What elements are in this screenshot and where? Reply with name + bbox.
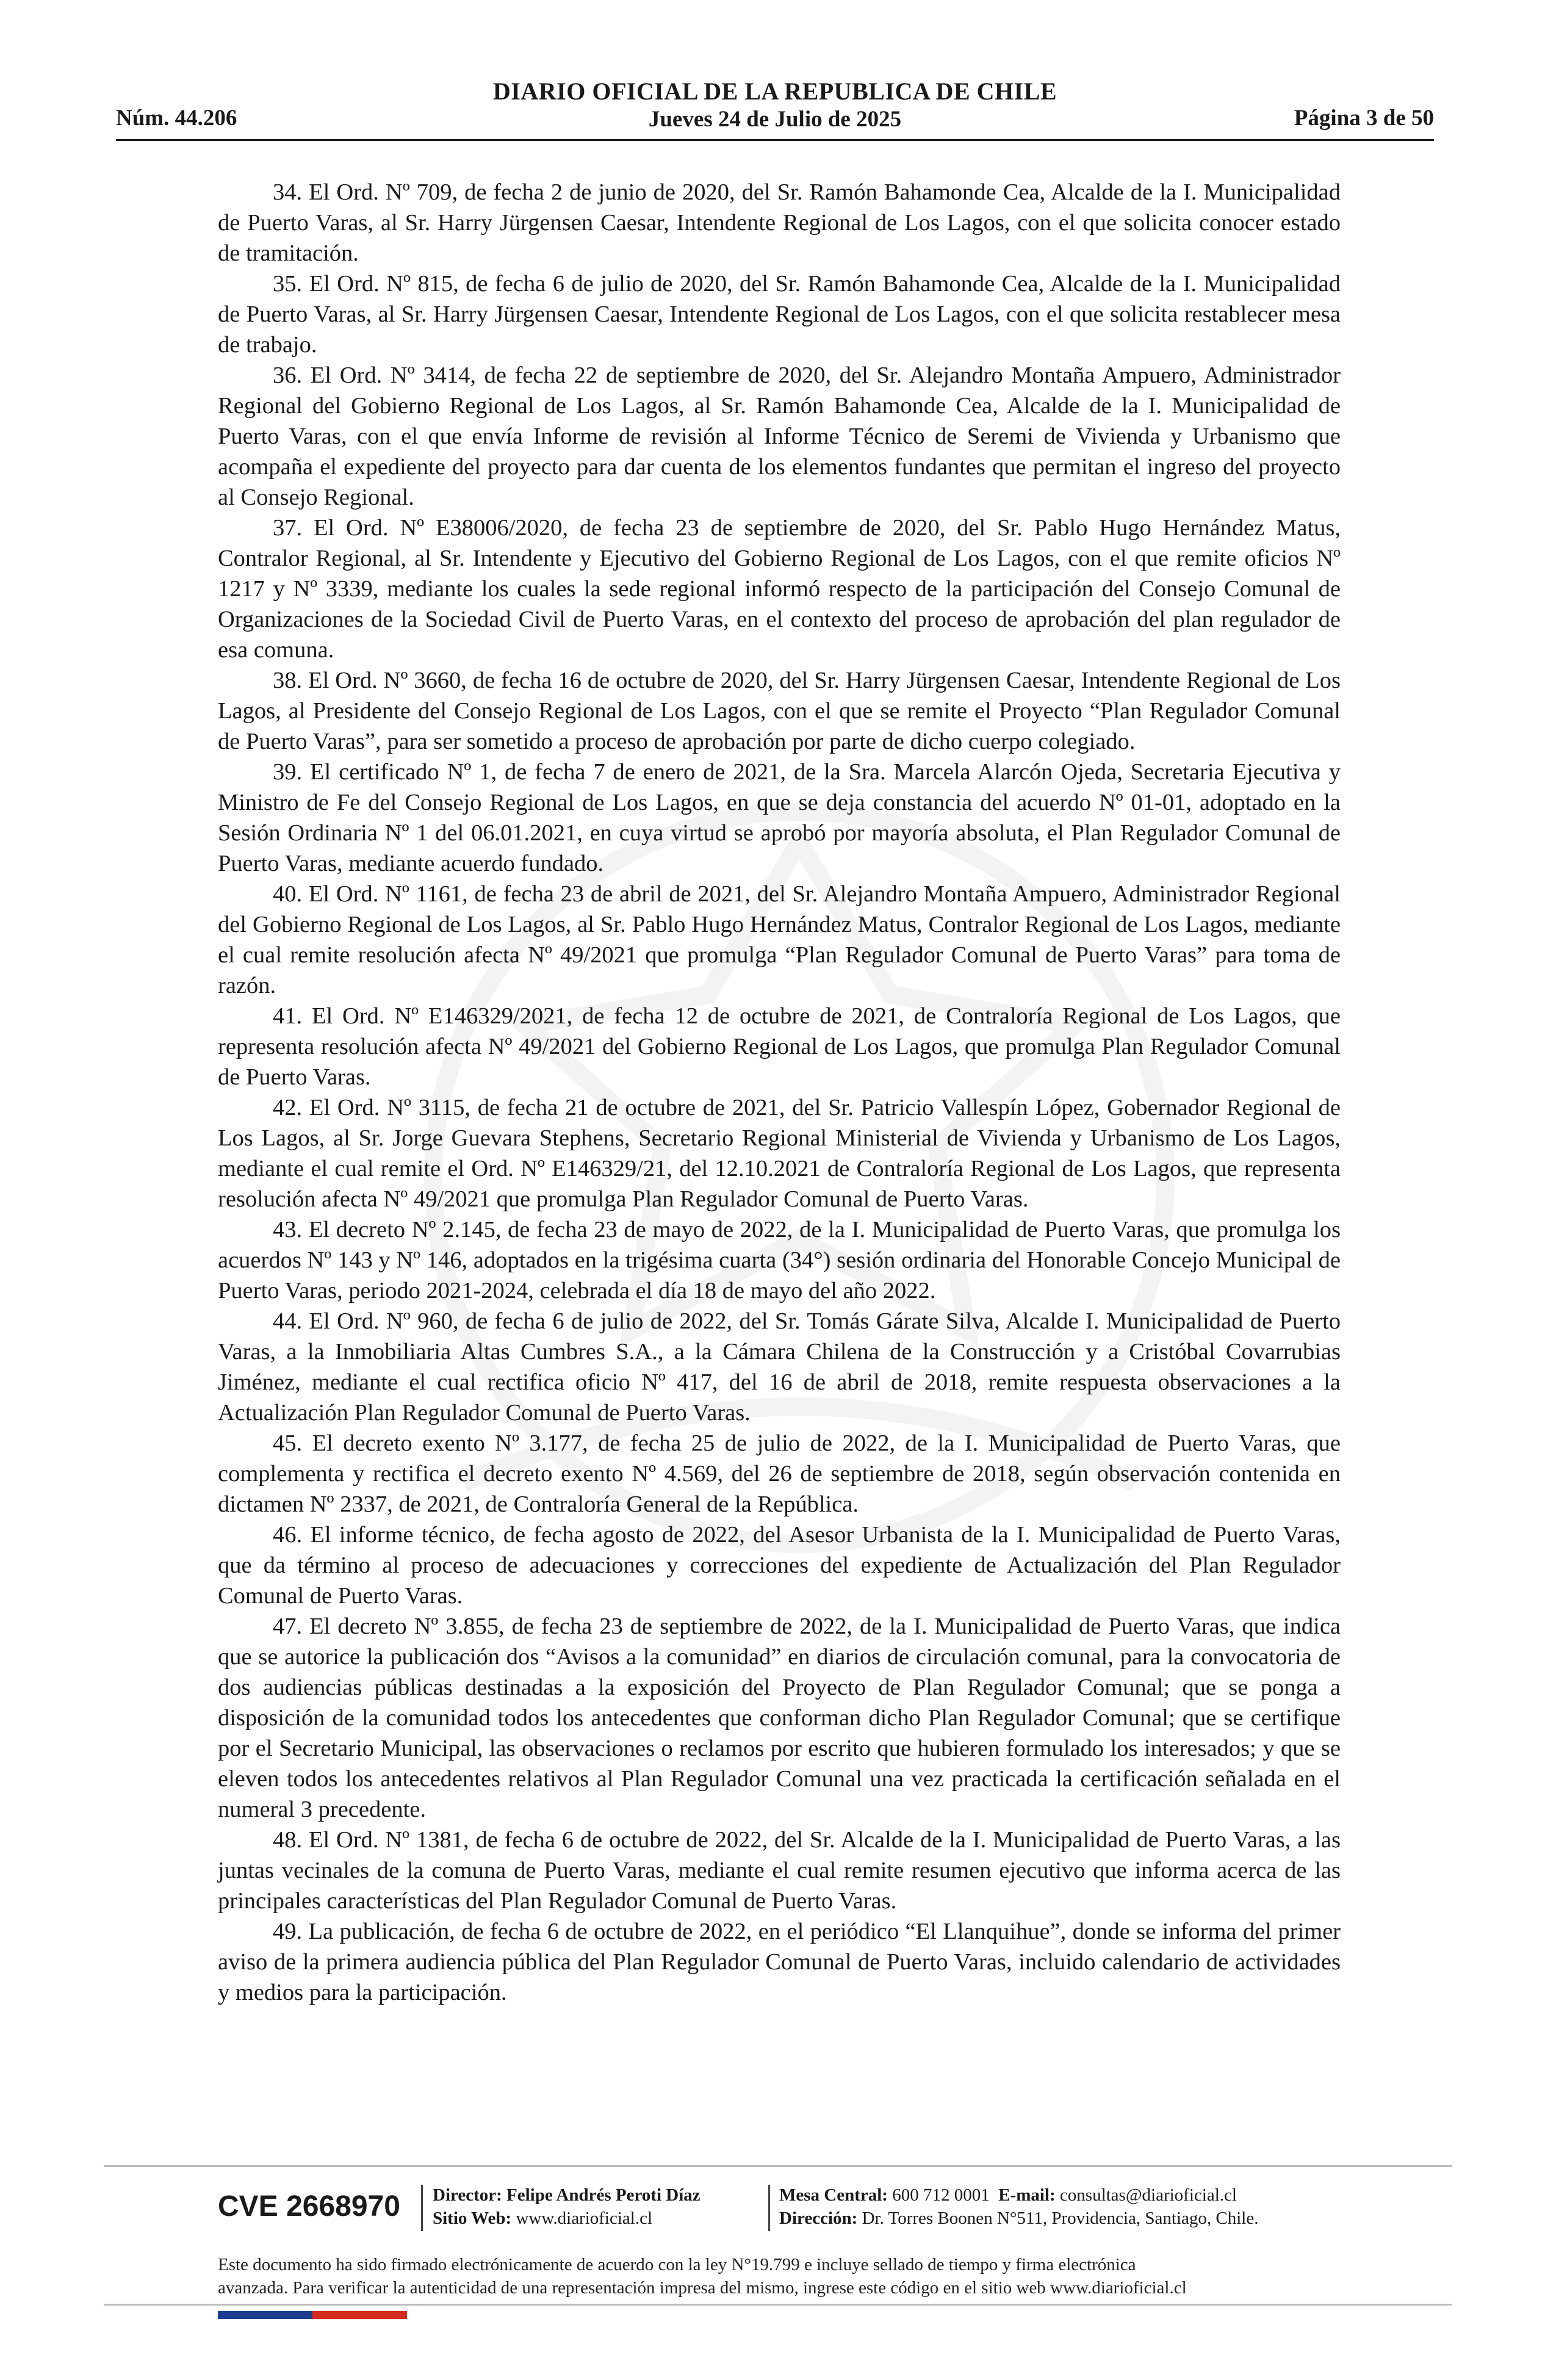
- paragraph-38: 38. El Ord. Nº 3660, de fecha 16 de octubre de 2020, del Sr. Harry Jürgensen Caesar, Intendente Regional de Los Lagos, al Presidente del Consejo Regional de Los Lagos, con el que se remite el Proyecto “Plan Regulador Comunal de Puerto Varas”, para ser sometido a proceso de aprobación por parte de dicho cuerpo colegiado.: [218, 668, 1341, 754]
- footer-contact-column: [779, 2183, 1258, 2230]
- document-body: [218, 177, 1341, 2008]
- flag-red-segment: [312, 2311, 407, 2319]
- flag-color-bar: [218, 2311, 407, 2319]
- phone-label: Mesa Central:: [779, 2185, 888, 2205]
- paragraph-48: 48. El Ord. Nº 1381, de fecha 6 de octubre de 2022, del Sr. Alcalde de la I. Municipalidad de Puerto Varas, a las juntas vecinales de la comuna de Puerto Varas, mediante el cual remite resumen ejecutivo que informa acerca de las principales características del Plan Regulador Comunal de Puerto Varas.: [218, 1827, 1341, 1914]
- legal-notice-line-2: avanzada. Para verificar la autenticidad de una representación impresa del mismo, ingrese este código en el sitio web www.diarioficial.cl: [218, 2278, 1187, 2298]
- director-label: Director:: [433, 2185, 502, 2205]
- page-header: [116, 73, 1434, 146]
- paragraph-35: 35. El Ord. Nº 815, de fecha 6 de julio de 2020, del Sr. Ramón Bahamonde Cea, Alcalde de la I. Municipalidad de Puerto Varas, al Sr. Harry Jürgensen Caesar, Intendente Regional de Los Lagos, con el que solicita restablecer mesa de trabajo.: [218, 271, 1341, 358]
- contact-line: [779, 2183, 1258, 2207]
- paragraph-42: 42. El Ord. Nº 3115, de fecha 21 de octubre de 2021, del Sr. Patricio Vallespín López, Gobernador Regional de Los Lagos, al Sr. Jorge Guevara Stephens, Secretario Regional Ministerial de Vivienda y Urbanismo de Los Lagos, mediante el cual remite el Ord. Nº E146329/21, del 12.10.2021 de Contraloría Regional de Los Lagos, que representa resolución afecta Nº 49/2021 que promulga Plan Regulador Comunal de Puerto Varas.: [218, 1095, 1341, 1212]
- email-link[interactable]: consultas@diarioficial.cl: [1059, 2185, 1237, 2205]
- paragraph-41: 41. El Ord. Nº E146329/2021, de fecha 12 de octubre de 2021, de Contraloría Regional de Los Lagos, que representa resolución afecta Nº 49/2021 del Gobierno Regional de Los Lagos, que promulga Plan Regulador Comunal de Puerto Varas.: [218, 1003, 1341, 1090]
- website-link[interactable]: www.diarioficial.cl: [516, 2209, 653, 2228]
- footer-bottom-rule: [104, 2304, 1452, 2306]
- flag-blue-segment: [218, 2311, 312, 2319]
- footer-top-rule: [104, 2165, 1452, 2167]
- legal-notice-line-1: Este documento ha sido firmado electrónicamente de acuerdo con la ley N°19.799 e incluye sellado de tiempo y firma electrónica: [218, 2255, 1136, 2274]
- paragraph-43: 43. El decreto Nº 2.145, de fecha 23 de mayo de 2022, de la I. Municipalidad de Puerto Varas, que promulga los acuerdos Nº 143 y Nº 146, adoptados en la trigésima cuarta (34°) sesión ordinaria del Honorable Concejo Municipal de Puerto Varas, periodo 2021-2024, celebrada el día 18 de mayo del año 2022.: [218, 1217, 1341, 1304]
- paragraph-39: 39. El certificado Nº 1, de fecha 7 de enero de 2021, de la Sra. Marcela Alarcón Ojeda, Secretaria Ejecutiva y Ministro de Fe del Consejo Regional de Los Lagos, en que se deja constancia del acuerdo Nº 01-01, adoptado en la Sesión Ordinaria Nº 1 del 06.01.2021, en cuya virtud se aprobó por mayoría absoluta, el Plan Regulador Comunal de Puerto Varas, mediante acuerdo fundado.: [218, 759, 1341, 876]
- page-number: Página 3 de 50: [1294, 106, 1434, 131]
- paragraph-47: 47. El decreto Nº 3.855, de fecha 23 de septiembre de 2022, de la I. Municipalidad de Puerto Varas, que indica que se autorice la publicación dos “Avisos a la comunidad” en diarios de circulación comunal, para la convocatoria de dos audiencias públicas destinadas a la exposición del Proyecto de Plan Regulador Comunal; que se ponga a disposición de la comunidad todos los antecedentes que conforman dicho Plan Regulador Comunal; que se certifique por el Secretario Municipal, las observaciones o reclamos por escrito que hubieren formulado los interesados; y que se eleven todos los antecedentes relativos al Plan Regulador Comunal una vez practicada la certificación señalada en el numeral 3 precedente.: [218, 1614, 1341, 1822]
- paragraph-40: 40. El Ord. Nº 1161, de fecha 23 de abril de 2021, del Sr. Alejandro Montaña Ampuero, Administrador Regional del Gobierno Regional de Los Lagos, al Sr. Pablo Hugo Hernández Matus, Contralor Regional de Los Lagos, mediante el cual remite resolución afecta Nº 49/2021 que promulga “Plan Regulador Comunal de Puerto Varas” para toma de razón.: [218, 881, 1341, 998]
- publication-title: DIARIO OFICIAL DE LA REPUBLICA DE CHILE: [492, 78, 1057, 105]
- footer-divider: [768, 2185, 770, 2231]
- address-line: [779, 2207, 1258, 2230]
- paragraph-37: 37. El Ord. Nº E38006/2020, de fecha 23 de septiembre de 2020, del Sr. Pablo Hugo Hernández Matus, Contralor Regional, al Sr. Intendente y Ejecutivo del Gobierno Regional de Los Lagos, con el que remite oficios Nº 1217 y Nº 3339, mediante los cuales la sede regional informó respecto de la participación del Consejo Comunal de Organizaciones de la Sociedad Civil de Puerto Varas, en el contexto del proceso de aprobación del plan regulador de esa comuna.: [218, 515, 1341, 663]
- legal-notice: [218, 2253, 1377, 2299]
- publication-date: Jueves 24 de Julio de 2025: [648, 107, 902, 132]
- footer-director-column: [433, 2183, 701, 2230]
- website-label: Sitio Web:: [433, 2209, 512, 2228]
- header-rule: [116, 139, 1434, 141]
- paragraph-45: 45. El decreto exento Nº 3.177, de fecha 25 de julio de 2022, de la I. Municipalidad de Puerto Varas, que complementa y rectifica el decreto exento Nº 4.569, del 26 de septiembre de 2018, según observación contenida en dictamen Nº 2337, de 2021, de Contraloría General de la República.: [218, 1430, 1341, 1517]
- issue-number: Núm. 44.206: [116, 106, 237, 131]
- director-line: [433, 2183, 701, 2207]
- page-footer: [218, 2181, 1341, 2236]
- director-name: Felipe Andrés Peroti Díaz: [506, 2185, 701, 2205]
- website-line: [433, 2207, 701, 2230]
- address-value: Dr. Torres Boonen N°511, Providencia, Santiago, Chile.: [862, 2209, 1259, 2228]
- footer-divider: [421, 2185, 423, 2231]
- phone-number: 600 712 0001: [892, 2185, 990, 2205]
- paragraph-44: 44. El Ord. Nº 960, de fecha 6 de julio de 2022, del Sr. Tomás Gárate Silva, Alcalde I. Municipalidad de Puerto Varas, a la Inmobiliaria Altas Cumbres S.A., a la Cámara Chilena de la Construcción y a Cristóbal Covarrubias Jiménez, mediante el cual rectifica oficio Nº 417, del 16 de abril de 2018, remite respuesta observaciones a la Actualización Plan Regulador Comunal de Puerto Varas.: [218, 1308, 1341, 1426]
- paragraph-34: 34. El Ord. Nº 709, de fecha 2 de junio de 2020, del Sr. Ramón Bahamonde Cea, Alcalde de la I. Municipalidad de Puerto Varas, al Sr. Harry Jürgensen Caesar, Intendente Regional de Los Lagos, con el que solicita conocer estado de tramitación.: [218, 179, 1341, 266]
- masthead: [116, 77, 1434, 133]
- email-label: E-mail:: [998, 2185, 1056, 2205]
- paragraph-49: 49. La publicación, de fecha 6 de octubre de 2022, en el periódico “El Llanquihue”, donde se informa del primer aviso de la primera audiencia pública del Plan Regulador Comunal de Puerto Varas, incluido calendario de actividades y medios para la participación.: [218, 1919, 1341, 2005]
- address-label: Dirección:: [779, 2209, 858, 2228]
- paragraph-36: 36. El Ord. Nº 3414, de fecha 22 de septiembre de 2020, del Sr. Alejandro Montaña Ampuero, Administrador Regional del Gobierno Regional de Los Lagos, al Sr. Ramón Bahamonde Cea, Alcalde de la I. Municipalidad de Puerto Varas, con el que envía Informe de revisión al Informe Técnico de Seremi de Vivienda y Urbanismo que acompaña el expediente del proyecto para dar cuenta de los elementos fundantes que permitan el ingreso del proyecto al Consejo Regional.: [218, 362, 1341, 510]
- paragraph-46: 46. El informe técnico, de fecha agosto de 2022, del Asesor Urbanista de la I. Municipalidad de Puerto Varas, que da término al proceso de adecuaciones y correcciones del expediente de Actualización del Plan Regulador Comunal de Puerto Varas.: [218, 1522, 1341, 1609]
- cve-code: CVE 2668970: [218, 2190, 400, 2223]
